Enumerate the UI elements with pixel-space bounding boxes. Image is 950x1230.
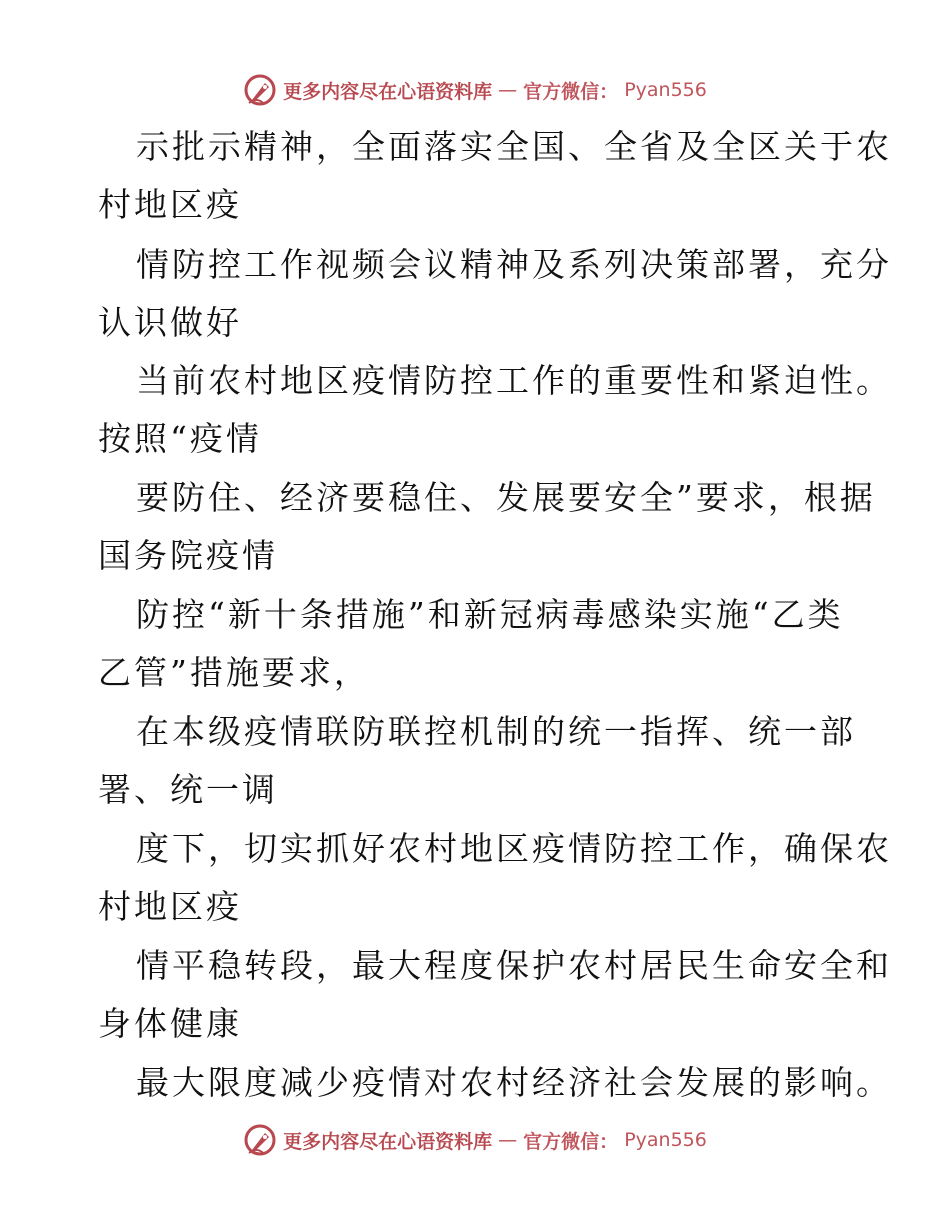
text-line: 按照“疫情	[98, 419, 262, 458]
footer-banner-wechat-label: 官方微信：	[523, 1130, 619, 1153]
footer-banner-title: 更多内容尽在心语资料库	[283, 1130, 493, 1153]
text-line: 要防住、经济要稳住、发展要安全”要求，根据	[136, 478, 876, 517]
text-line: 防控“新十条措施”和新冠病毒感染实施“乙类	[136, 595, 844, 634]
text-line: 情平稳转段，最大程度保护农村居民生命安全和	[136, 946, 892, 985]
footer-banner-inner	[243, 1123, 707, 1157]
text-line: 当前农村地区疫情防控工作的重要性和紧迫性。	[136, 361, 892, 400]
footer-banner-dash: —	[498, 1129, 518, 1151]
text-line: 村地区疫	[98, 887, 242, 926]
text-line: 国务院疫情	[98, 536, 278, 575]
header-banner-wechat-id: Pyan556	[624, 79, 707, 101]
footer-banner-wechat-id: Pyan556	[624, 1129, 707, 1151]
header-banner-wechat-label: 官方微信：	[523, 80, 619, 103]
header-banner-title: 更多内容尽在心语资料库	[283, 80, 493, 103]
text-line: 情防控工作视频会议精神及系列决策部署，充分	[136, 245, 892, 284]
text-line: 村地区疫	[98, 185, 242, 224]
text-line: 身体健康	[98, 1004, 242, 1043]
header-banner-inner	[243, 73, 707, 107]
text-line: 示批示精神，全面落实全国、全省及全区关于农	[136, 127, 892, 166]
text-line: 乙管”措施要求，	[98, 653, 370, 692]
header-banner-dash: —	[498, 79, 518, 101]
text-line: 认识做好	[98, 303, 242, 342]
header-banner	[0, 70, 950, 110]
text-line: 署、统一调	[98, 770, 278, 809]
footer-banner	[0, 1120, 950, 1160]
text-line: 最大限度减少疫情对农村经济社会发展的影响。	[136, 1063, 892, 1102]
text-line: 在本级疫情联防联控机制的统一指挥、统一部	[136, 712, 856, 751]
pen-nib-logo-icon	[243, 1123, 277, 1157]
pen-nib-logo-icon	[243, 73, 277, 107]
text-line: 度下，切实抓好农村地区疫情防控工作，确保农	[136, 829, 892, 868]
